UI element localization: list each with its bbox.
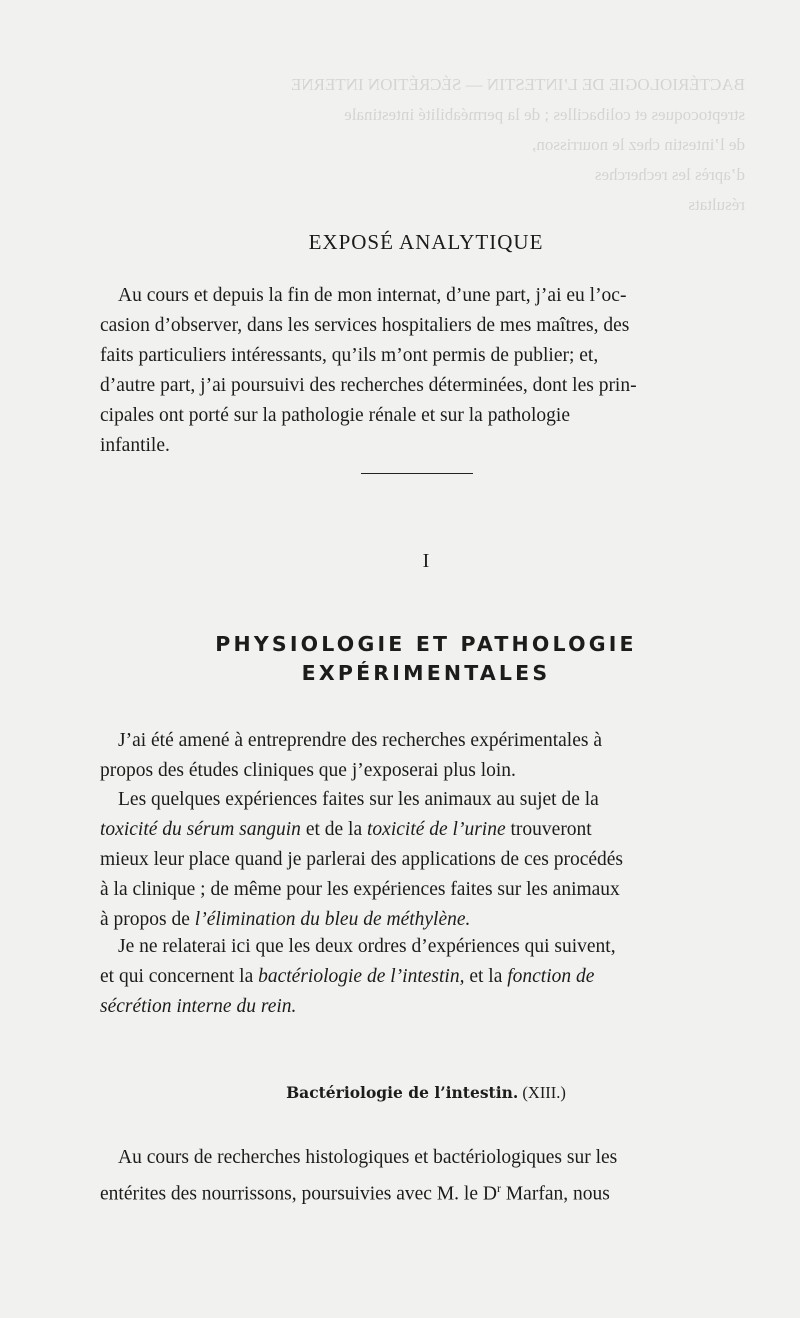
paragraph-research: Au cours de recherches histologiques et bactériologiques sur les entérites des nourrissons, poursuivies avec M. le $D^r$ Marfan, nous [100,1147,618,1205]
page-heading: EXPOSÉ ANALYTIQUE [308,230,544,254]
subheading-intestine: Bactériologie de l’intestin. (XIII.) [286,1083,566,1102]
section-title: PHYSIOLOGIE ET PATHOLOGIE EXPÉRIMENTALES [215,632,637,685]
paragraph-toxicity: Les quelques expériences faites sur les animaux au sujet de la toxicité du sérum sanguin et de la toxicité de l’urine trouveront mieux leur place quand je parlerai des applications de ces procédés à la clinique ; de même pour les expériences faites sur les animaux à propos de l’élimination du bleu de méthylène. [100,789,624,930]
paragraph-experiments: J’ai été amené à entreprendre des recherches expérimentales à propos des études cliniques que j’exposerai plus loin. [100,730,602,781]
separator-rule [361,473,473,474]
paragraph-two-orders: Je ne relaterai ici que les deux ordres d’expériences qui suivent, et qui concernent la bactériologie de l’intestin, et la fonction de sécrétion interne du rein. [100,936,616,1017]
intro-paragraph: Au cours et depuis la fin de mon internat, d’une part, j’ai eu l’oc- casion d’observer, dans les services hospitaliers de mes maîtres, des faits particuliers intéressants, qu’ils m’ont permis de publier; et, d’autre part, j’ai poursuivi des recherches déterminées, dont les prin- cipales ont porté sur la pathologie rénale et sur la pathologie infantile. [100,285,637,456]
section-number: I [422,550,430,572]
bleed-through-text: BACTÉRIOLOGIE DE L’INTESTIN — SÉCRÉTION INTERNE streptocoques et colibacilles ; de la perméabilité intestinale de l’intestin chez le nourrisson, d’après les recherches résultats [290,75,745,214]
